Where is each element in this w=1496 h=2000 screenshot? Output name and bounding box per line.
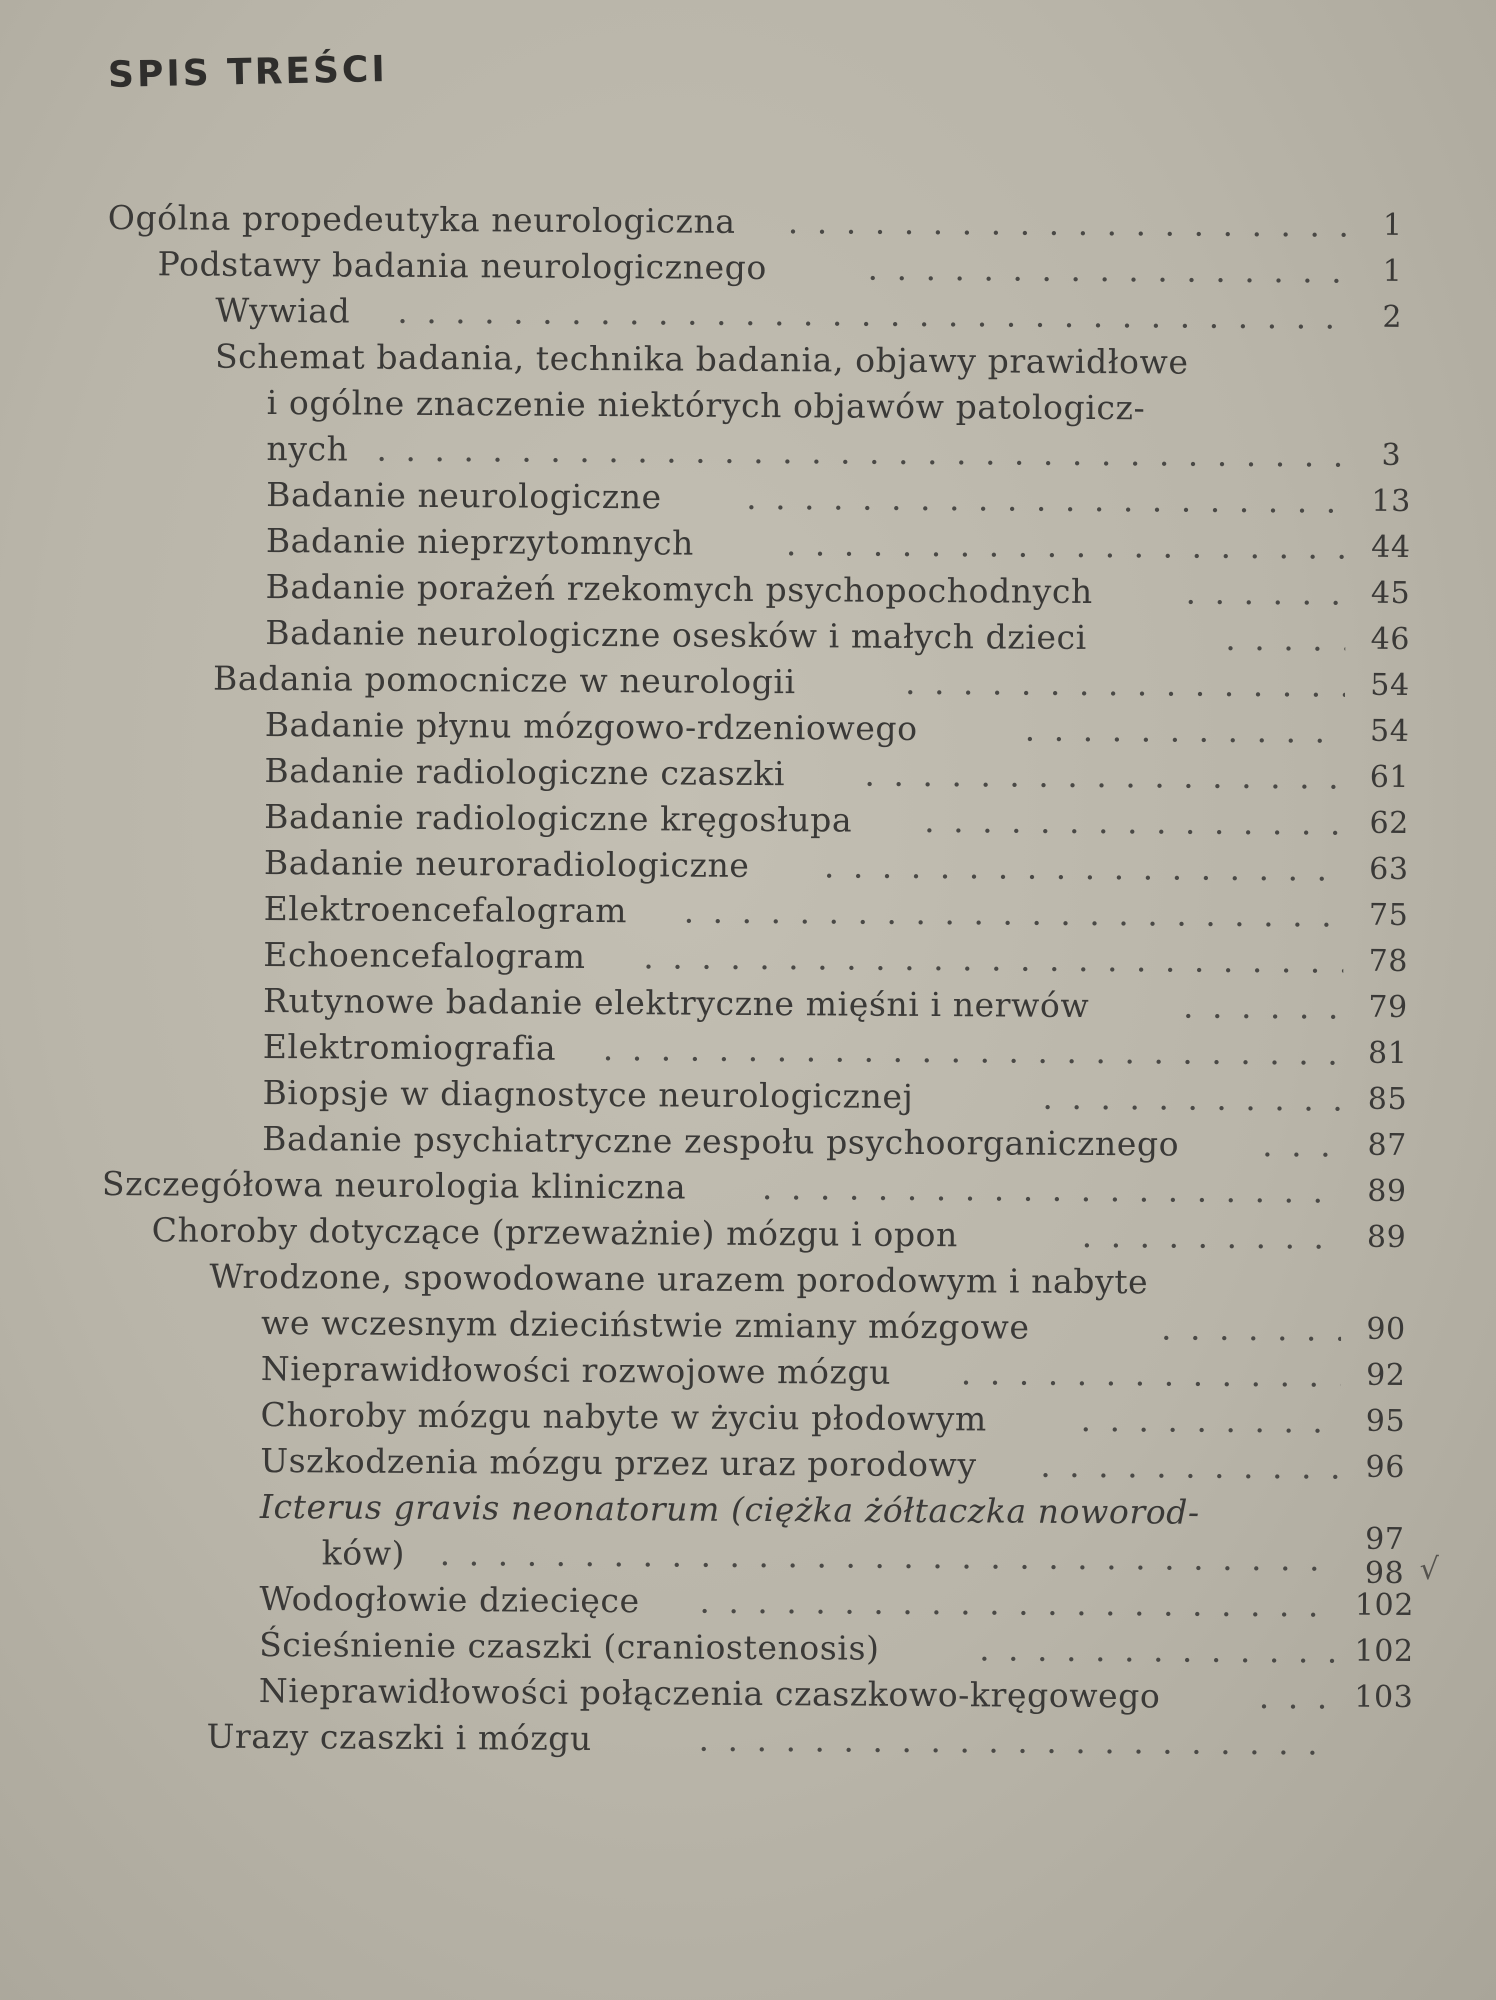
toc-entry bbox=[102, 1115, 1408, 1169]
leader-dots bbox=[762, 1165, 1342, 1215]
toc-entry-page: 2 bbox=[1382, 299, 1403, 335]
toc-entry bbox=[105, 563, 1411, 617]
toc-entry-title: Badanie neurologiczne osesków i małych dzieci bbox=[265, 612, 1087, 657]
toc-entry-page: 79 bbox=[1368, 989, 1408, 1025]
toc-entry bbox=[100, 1529, 1440, 1591]
toc-entry-title: Szczegółowa neurologia kliniczna bbox=[101, 1163, 687, 1207]
leader-dots bbox=[603, 1026, 1343, 1077]
toc-entry-title: Rutynowe badanie elektryczne mięśni i nerwów bbox=[262, 980, 1090, 1026]
toc-entry-page: 45 bbox=[1370, 575, 1411, 611]
toc-entry-title: Badanie neuroradiologiczne bbox=[263, 842, 750, 885]
toc-entry-title: Wodogłowie dziecięce bbox=[259, 1578, 640, 1621]
toc-entry bbox=[104, 747, 1410, 801]
leader-dots bbox=[643, 934, 1343, 984]
toc-entry-page: 89 bbox=[1366, 1219, 1407, 1255]
toc-entry-title: Biopsje w diagnostyce neurologicznej bbox=[262, 1072, 914, 1116]
toc-entry-page: 46 bbox=[1370, 621, 1411, 657]
toc-entry-title: Badanie porażeń rzekomych psychopochodnych bbox=[265, 566, 1093, 612]
toc-entry-page: 63 bbox=[1369, 851, 1409, 887]
toc-entry-page: 97 bbox=[1365, 1521, 1405, 1557]
toc-entry-title: Badanie psychiatryczne zespołu psychoorganicznego bbox=[262, 1118, 1180, 1164]
toc-entry-title: Schemat badania, technika badania, objawy prawidłowe bbox=[214, 336, 1189, 382]
toc-entry bbox=[104, 793, 1409, 847]
toc-entry bbox=[107, 333, 1407, 387]
leader-dots bbox=[1183, 984, 1343, 1031]
toc-entry bbox=[99, 1621, 1414, 1675]
leader-dots bbox=[698, 1717, 1338, 1767]
leader-dots bbox=[864, 752, 1344, 801]
toc-entry-page: 78 bbox=[1368, 943, 1409, 979]
toc-entry-page: 85 bbox=[1367, 1081, 1408, 1117]
toc-entry bbox=[101, 1345, 1406, 1399]
toc-entry-page: 102 bbox=[1354, 1633, 1414, 1670]
toc-entry-page: 81 bbox=[1367, 1035, 1408, 1071]
toc-entry-title: Badanie nieprzytomnych bbox=[265, 520, 695, 563]
toc-entry-title: nych bbox=[266, 428, 349, 469]
toc-entry-title: we wczesnym dzieciństwie zmiany mózgowe bbox=[260, 1302, 1030, 1347]
toc-entry-title: Wrodzone, spowodowane urazem porodowym i nabyte bbox=[209, 1256, 1149, 1302]
leader-dots bbox=[1262, 1122, 1342, 1168]
toc-entry-page: 3 bbox=[1381, 437, 1402, 473]
toc-entry bbox=[101, 1161, 1407, 1215]
toc-entry-page: 54 bbox=[1370, 667, 1410, 703]
toc-entry bbox=[104, 839, 1409, 893]
toc-entry-title: Nieprawidłowości rozwojowe mózgu bbox=[260, 1348, 892, 1392]
toc-entry-page: 103 bbox=[1354, 1679, 1414, 1716]
toc-entry bbox=[105, 609, 1411, 663]
table-of-contents bbox=[98, 195, 1440, 1767]
toc-entry-title: Nieprawidłowości połączenia czaszkowo-kręgowego bbox=[258, 1670, 1161, 1716]
toc-entry bbox=[103, 931, 1409, 985]
toc-entry bbox=[99, 1667, 1414, 1721]
leader-dots bbox=[788, 199, 1348, 248]
toc-entry-page: 95 bbox=[1365, 1403, 1406, 1439]
leader-dots bbox=[824, 843, 1344, 892]
toc-entry bbox=[100, 1391, 1406, 1445]
toc-entry-page: 62 bbox=[1369, 805, 1409, 841]
leader-dots bbox=[961, 1350, 1341, 1398]
toc-entry bbox=[99, 1575, 1415, 1629]
toc-entry-page: 98 bbox=[1364, 1555, 1405, 1591]
toc-entry bbox=[104, 885, 1409, 939]
toc-entry-page: 90 bbox=[1366, 1311, 1406, 1347]
toc-entry bbox=[100, 1437, 1406, 1491]
toc-entry-title: Badanie neurologiczne bbox=[266, 474, 662, 517]
leader-dots bbox=[440, 1531, 1340, 1582]
toc-entry-title: Badania pomocnicze w neurologii bbox=[212, 658, 796, 702]
toc-entry-title: Badanie radiologiczne czaszki bbox=[264, 750, 786, 794]
leader-dots bbox=[1082, 1213, 1342, 1261]
toc-entry-title: Icterus gravis neonatorum (ciężka żółtaczka noworod- bbox=[259, 1486, 1200, 1532]
toc-entry-title: Elektroencefalogram bbox=[263, 888, 628, 931]
toc-entry bbox=[102, 1069, 1408, 1123]
toc-entry bbox=[101, 1253, 1401, 1307]
toc-entry bbox=[101, 1299, 1406, 1353]
handwritten-check-mark: √ bbox=[1419, 1552, 1440, 1588]
leader-dots bbox=[786, 521, 1346, 570]
toc-entry bbox=[105, 655, 1410, 709]
leader-dots bbox=[1259, 1674, 1339, 1720]
leader-dots bbox=[905, 660, 1345, 709]
toc-entry-title: Echoencefalogram bbox=[263, 934, 586, 976]
leader-dots bbox=[924, 798, 1344, 847]
toc-entry bbox=[107, 379, 1407, 433]
toc-entry-title: Ścieśnienie czaszki (craniostenosis) bbox=[259, 1624, 880, 1668]
toc-entry bbox=[105, 701, 1410, 755]
toc-entry bbox=[98, 1713, 1398, 1767]
leader-dots bbox=[397, 289, 1347, 341]
toc-entry bbox=[106, 471, 1411, 525]
toc-entry-page: 1 bbox=[1382, 207, 1403, 243]
toc-entry-title: Wywiad bbox=[215, 290, 351, 331]
toc-entry bbox=[107, 241, 1407, 295]
leader-dots bbox=[1185, 570, 1345, 617]
toc-entry-title: Uszkodzenia mózgu przez uraz porodowy bbox=[260, 1440, 977, 1485]
toc-entry-page: 75 bbox=[1368, 897, 1409, 933]
toc-entry-page: 96 bbox=[1365, 1449, 1406, 1485]
leader-dots bbox=[699, 1579, 1339, 1629]
page-title: SPIS TREŚCI bbox=[107, 49, 389, 96]
toc-entry bbox=[106, 425, 1406, 479]
leader-dots bbox=[1225, 616, 1345, 663]
toc-entry-page: 13 bbox=[1371, 483, 1411, 519]
leader-dots bbox=[1042, 1075, 1342, 1123]
toc-entry bbox=[107, 287, 1407, 341]
leader-dots bbox=[1080, 1397, 1340, 1445]
toc-entry-page: 87 bbox=[1367, 1127, 1408, 1163]
toc-entry-title: Podstawy badania neurologicznego bbox=[157, 244, 768, 288]
toc-entry bbox=[102, 1207, 1407, 1261]
leader-dots bbox=[1161, 1305, 1341, 1352]
toc-entry bbox=[103, 1023, 1408, 1077]
toc-entry bbox=[106, 517, 1411, 571]
toc-entry bbox=[108, 195, 1408, 249]
leader-dots bbox=[1025, 707, 1345, 755]
leader-dots bbox=[979, 1626, 1339, 1674]
toc-entry-page: 61 bbox=[1369, 759, 1410, 795]
leader-dots bbox=[867, 246, 1347, 295]
toc-entry-page: 1 bbox=[1382, 253, 1403, 289]
toc-entry-title: Badanie radiologiczne kręgosłupa bbox=[264, 796, 853, 840]
toc-entry bbox=[103, 977, 1408, 1031]
leader-dots bbox=[683, 889, 1343, 939]
leader-dots bbox=[376, 427, 1346, 479]
toc-entry-title: Urazy czaszki i mózgu bbox=[206, 1716, 592, 1758]
toc-entry-page: 54 bbox=[1369, 713, 1410, 749]
leader-dots bbox=[746, 475, 1346, 525]
toc-entry-page: 44 bbox=[1371, 529, 1411, 565]
toc-entry-page: 102 bbox=[1354, 1587, 1415, 1624]
toc-entry-page: 92 bbox=[1366, 1357, 1406, 1393]
toc-entry-title: Elektromiografia bbox=[262, 1026, 557, 1068]
toc-entry-title: i ogólne znaczenie niektórych objawów patologicz- bbox=[266, 382, 1146, 428]
toc-entry-title: ków) bbox=[321, 1533, 406, 1573]
toc-entry-title: Choroby dotyczące (przeważnie) mózgu i opon bbox=[151, 1210, 959, 1255]
toc-entry-page: 89 bbox=[1367, 1173, 1407, 1209]
toc-entry-title: Ogólna propedeutyka neurologiczna bbox=[107, 197, 736, 241]
leader-dots bbox=[1040, 1443, 1340, 1491]
toc-entry-title: Badanie płynu mózgowo-rdzeniowego bbox=[264, 704, 918, 748]
toc-entry-title: Choroby mózgu nabyte w życiu płodowym bbox=[260, 1394, 987, 1439]
